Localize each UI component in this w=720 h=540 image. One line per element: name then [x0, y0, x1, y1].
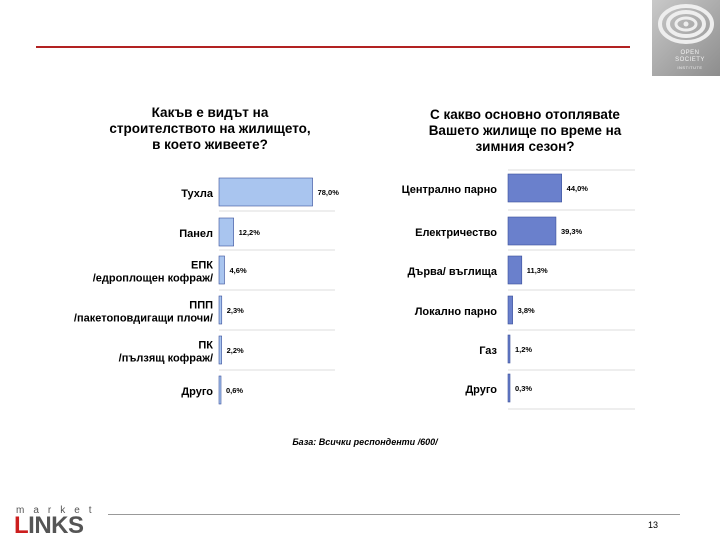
left-chart-title-line: в което живеете? [152, 137, 268, 152]
category-label: ЕПК [191, 259, 213, 272]
bar-left-0 [219, 178, 313, 206]
category-label: Дърва/ въглища [407, 266, 497, 278]
right-chart-title-line: С какво основно отопляваte [430, 107, 620, 122]
brand-market-text: market [16, 505, 101, 516]
bar-left-4 [219, 336, 222, 364]
value-label: 12,2% [238, 228, 260, 237]
bar-right-2 [508, 256, 522, 284]
value-label: 1,2% [515, 345, 533, 354]
category-label: /едроплощен кофраж/ [92, 272, 213, 285]
value-label: 78,0% [317, 188, 339, 197]
brand-links-first: L [14, 512, 29, 539]
value-label: 0,3% [515, 384, 533, 393]
category-label: Друго [181, 386, 213, 398]
brand-links-logo [14, 512, 84, 540]
value-label: 0,6% [226, 386, 244, 395]
bar-left-3 [219, 296, 222, 324]
right-chart-title-line: Вашето жилище по време на [428, 123, 622, 138]
category-label: /пакетоповдигащи плочи/ [73, 312, 213, 325]
bar-left-5 [219, 376, 221, 404]
bar-right-0 [508, 174, 562, 202]
right-chart-title-line: зимния сезон? [475, 139, 575, 154]
value-label: 2,3% [226, 306, 244, 315]
value-label: 11,3% [526, 266, 548, 275]
brand-links-rest: INKS [28, 512, 84, 539]
value-label: 4,6% [229, 266, 247, 275]
value-label: 44,0% [566, 184, 588, 193]
logo-line-3: INSTITUTE [677, 65, 703, 70]
logo-line-2: SOCIETY [675, 57, 705, 63]
bar-left-2 [219, 256, 225, 284]
bar-right-3 [508, 296, 513, 324]
bar-right-4 [508, 335, 510, 363]
category-label: ПК [198, 339, 213, 352]
base-note: База: Всички респонденти /600/ [292, 437, 438, 447]
logo-line-1: OPEN [680, 50, 700, 56]
page-number: 13 [648, 520, 659, 530]
category-label: Друго [465, 384, 497, 396]
category-label: Газ [479, 345, 497, 357]
category-label: Електричество [415, 227, 497, 239]
left-chart-title-line: Какъв е видът на [151, 105, 269, 120]
left-chart-title-line: строителството на жилището, [109, 121, 311, 136]
bar-right-1 [508, 217, 556, 245]
category-label: /пълзящ кофраж/ [118, 352, 213, 365]
category-label: Централно парно [401, 184, 497, 196]
value-label: 2,2% [226, 346, 244, 355]
value-label: 3,8% [517, 306, 535, 315]
footer-rule [108, 514, 680, 515]
bar-left-1 [219, 218, 234, 246]
category-label: Тухла [181, 188, 213, 200]
value-label: 39,3% [560, 227, 583, 236]
category-label: Панел [179, 228, 213, 240]
bar-right-5 [508, 374, 510, 402]
category-label: Локално парно [414, 306, 497, 318]
category-label: ППП [189, 299, 213, 312]
